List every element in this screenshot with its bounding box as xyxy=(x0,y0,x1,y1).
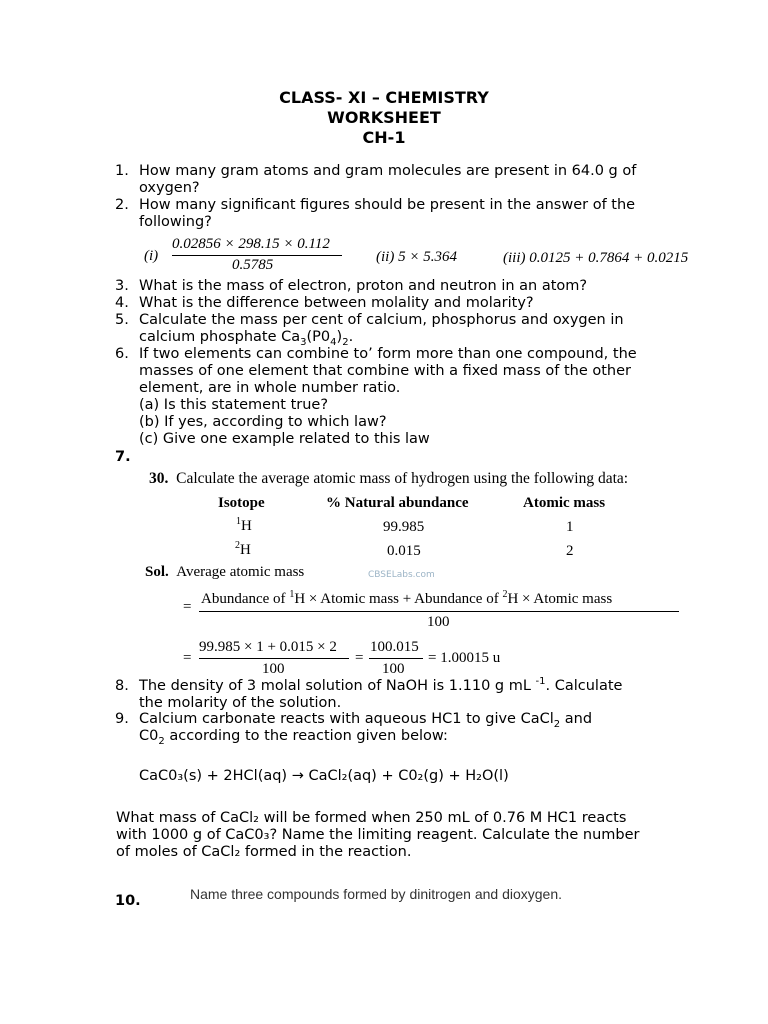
q2-part-i-numerator: 0.02856 × 298.15 × 0.112 xyxy=(172,236,330,252)
watermark: CBSELabs.com xyxy=(368,570,435,580)
question-6-part-c: (c) Give one example related to this law xyxy=(139,431,430,447)
q2-part-i-denominator: 0.5785 xyxy=(232,257,274,273)
q2-part-iii: (iii) 0.0125 + 0.7864 + 0.0215 xyxy=(503,250,689,266)
question-number: 8. xyxy=(115,678,129,694)
question-number: 6. xyxy=(115,346,129,362)
question-5-text: Calculate the mass per cent of calcium, phosphorus and oxygen in xyxy=(139,312,624,328)
question-number: 2. xyxy=(115,197,129,213)
fraction-bar xyxy=(369,658,423,659)
question-2-text: How many significant figures should be present in the answer of the following? xyxy=(139,197,636,230)
question-number: 5. xyxy=(115,312,129,328)
question-8-text-cont: the molarity of the solution. xyxy=(139,695,342,711)
equals-sign: = xyxy=(183,599,192,615)
question-6-part-a: (a) Is this statement true? xyxy=(139,397,329,413)
fraction-bar xyxy=(199,658,349,659)
table-header-atomic-mass: Atomic mass xyxy=(523,495,606,511)
question-6-part-b: (b) If yes, according to which law? xyxy=(139,414,387,430)
question-number: 9. xyxy=(115,711,129,727)
table-cell-isotope: $^1$H xyxy=(236,516,252,534)
eq1-numerator: Abundance of $^1$H × Atomic mass + Abundance of $^2$H × Atomic mass xyxy=(201,589,613,607)
eq2-numerator: 99.985 × 1 + 0.015 × 2 xyxy=(199,639,337,655)
eq2-denominator: 100 xyxy=(262,661,285,677)
question-1-text: How many gram atoms and gram molecules are present in 64.0 g of oxygen? xyxy=(139,163,637,196)
equals-sign: = xyxy=(183,650,192,666)
table-header-abundance: % Natural abundance xyxy=(326,495,469,511)
table-cell-atomic-mass: 2 xyxy=(566,543,574,559)
q7-inner-prompt: 30. Calculate the average atomic mass of hydrogen using the following data: xyxy=(149,470,629,487)
table-cell-atomic-mass: 1 xyxy=(566,519,574,535)
eq2-result: = 1.00015 u xyxy=(428,650,501,666)
question-9-paragraph: What mass of CaCl₂ will be formed when 250 mL of 0.76 M HC1 reacts xyxy=(116,810,627,826)
chapter-label: CH-1 xyxy=(362,128,406,147)
question-9-paragraph: of moles of CaCl₂ formed in the reaction. xyxy=(116,844,412,860)
question-number: 7. xyxy=(115,449,131,465)
table-cell-isotope: $^2$H xyxy=(235,540,251,558)
question-4-text: What is the difference between molality and molarity? xyxy=(139,295,534,311)
question-9-reaction: CaC0₃(s) + 2HCl(aq) → CaCl₂(aq) + C0₂(g) + H₂O(l) xyxy=(139,768,509,784)
question-9-paragraph: with 1000 g of CaC0₃? Name the limiting reagent. Calculate the number xyxy=(116,827,640,843)
eq2-denominator-2: 100 xyxy=(382,661,405,677)
table-header-isotope: Isotope xyxy=(218,495,265,511)
fraction-bar xyxy=(199,611,679,612)
question-number: 4. xyxy=(115,295,129,311)
question-8-text: The density of 3 molal solution of NaOH is 1.110 g mL $^{-1}$. Calculate xyxy=(139,676,623,694)
question-10-text: Name three compounds formed by dinitrogen and dioxygen. xyxy=(190,886,562,902)
question-number: 1. xyxy=(115,163,129,179)
question-9-line1: Calcium carbonate reacts with aqueous HC1 to give CaCl$_2$ and xyxy=(139,711,593,730)
question-9-line2: $C0_2$ according to the reaction given below: xyxy=(139,728,448,747)
q2-part-i-label: (i) xyxy=(144,248,159,264)
question-number: 3. xyxy=(115,278,129,294)
question-5-formula-line: calcium phosphate $Ca_3(P0_4)_2$. xyxy=(139,329,354,348)
eq1-denominator: 100 xyxy=(427,614,450,630)
question-number: 10. xyxy=(115,893,141,909)
equals-sign: = xyxy=(355,650,364,666)
table-cell-abundance: 99.985 xyxy=(383,519,425,535)
worksheet-subtitle: WORKSHEET xyxy=(327,108,441,127)
fraction-bar xyxy=(172,255,342,256)
question-6-text: If two elements can combine to’ form more than one compound, the masses of one element that combine with a fixed mass of the other element, are in whole number ratio. xyxy=(139,346,637,396)
solution-line: Sol. Average atomic mass xyxy=(145,564,305,580)
question-3-text: What is the mass of electron, proton and neutron in an atom? xyxy=(139,278,588,294)
eq2-numerator-2: 100.015 xyxy=(370,639,419,655)
worksheet-title: CLASS- XI – CHEMISTRY xyxy=(279,88,489,107)
q2-part-ii: (ii) 5 × 5.364 xyxy=(376,249,457,265)
table-cell-abundance: 0.015 xyxy=(387,543,421,559)
